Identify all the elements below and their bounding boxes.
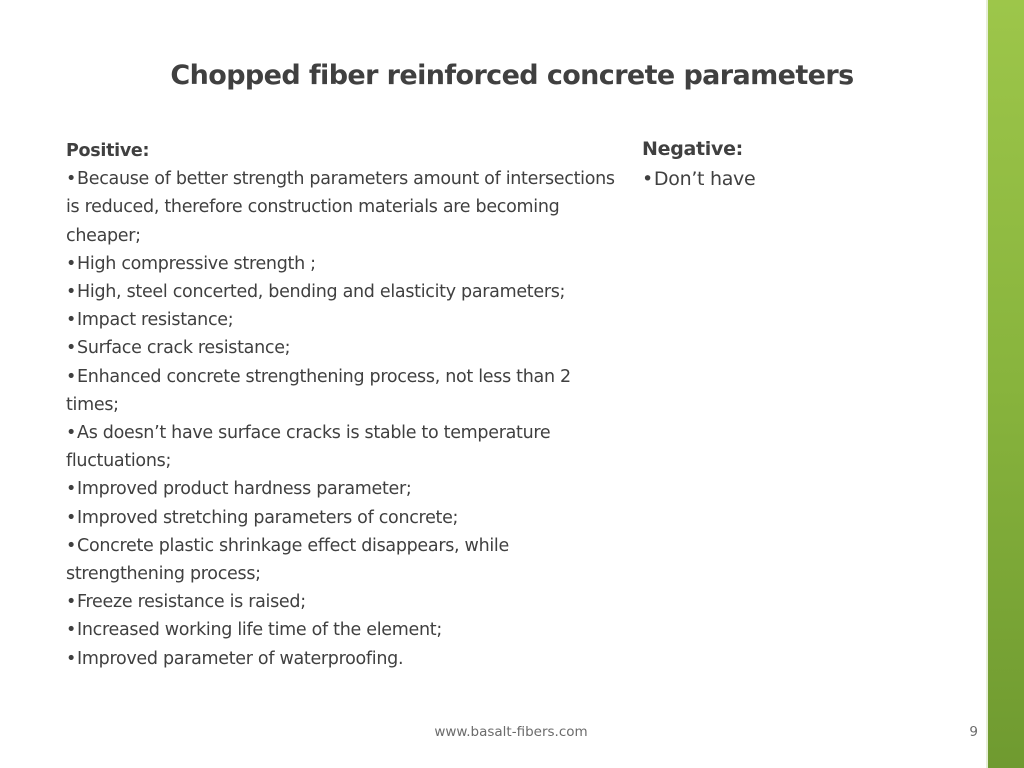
slide-title: Chopped fiber reinforced concrete parameters	[170, 60, 854, 91]
positive-list	[66, 165, 626, 673]
positive-item	[66, 616, 626, 644]
positive-item	[66, 306, 626, 334]
positive-item-text: Freeze resistance is raised;	[77, 592, 306, 613]
positive-item-text: High compressive strength ;	[77, 253, 316, 274]
bullet-icon: •	[642, 168, 653, 190]
positive-item-text: Enhanced concrete strengthening process, not less than 2 times;	[66, 366, 571, 415]
bullet-icon: •	[66, 535, 77, 556]
bullet-icon: •	[66, 366, 77, 387]
green-side-bar	[988, 0, 1024, 768]
positive-item	[66, 645, 626, 673]
bullet-icon: •	[66, 479, 77, 500]
positive-item	[66, 334, 626, 362]
positive-heading: Positive:	[66, 141, 150, 161]
bullet-icon: •	[66, 507, 77, 528]
bullet-icon: •	[66, 253, 77, 274]
page-number: 9	[969, 724, 978, 740]
bullet-icon: •	[66, 338, 77, 359]
positive-item-text: Surface crack resistance;	[77, 338, 291, 359]
bullet-icon: •	[66, 620, 77, 641]
positive-item	[66, 475, 626, 503]
negative-column	[642, 134, 942, 194]
positive-item	[66, 363, 626, 419]
negative-item	[642, 164, 942, 194]
positive-item-text: Concrete plastic shrinkage effect disappears, while strengthening process;	[66, 535, 509, 585]
positive-item	[66, 278, 626, 306]
positive-item-text: Increased working life time of the element;	[77, 620, 442, 641]
negative-heading: Negative:	[642, 138, 743, 160]
positive-item	[66, 419, 626, 475]
positive-item	[66, 532, 626, 588]
positive-item	[66, 165, 626, 250]
positive-item-text: Because of better strength parameters amount of intersections is reduced, therefore construction materials are becoming cheaper;	[66, 169, 615, 246]
positive-item	[66, 250, 626, 278]
positive-item-text: Impact resistance;	[77, 310, 234, 331]
bullet-icon: •	[66, 282, 77, 303]
negative-list	[642, 164, 942, 194]
positive-item	[66, 504, 626, 532]
bullet-icon: •	[66, 592, 77, 613]
bullet-icon: •	[66, 310, 77, 331]
positive-item-text: High, steel concerted, bending and elasticity parameters;	[77, 282, 566, 303]
footer-url: www.basalt-fibers.com	[434, 724, 588, 740]
bullet-icon: •	[66, 169, 77, 190]
positive-item-text: As doesn’t have surface cracks is stable to temperature fluctuations;	[66, 423, 551, 472]
positive-item-text: Improved stretching parameters of concrete;	[77, 507, 459, 528]
positive-item-text: Improved parameter of waterproofing.	[77, 648, 404, 669]
positive-item-text: Improved product hardness parameter;	[77, 479, 412, 500]
negative-item-text: Don’t have	[653, 168, 756, 190]
positive-column	[66, 137, 626, 673]
bullet-icon: •	[66, 648, 77, 669]
positive-item	[66, 588, 626, 616]
bullet-icon: •	[66, 423, 77, 444]
